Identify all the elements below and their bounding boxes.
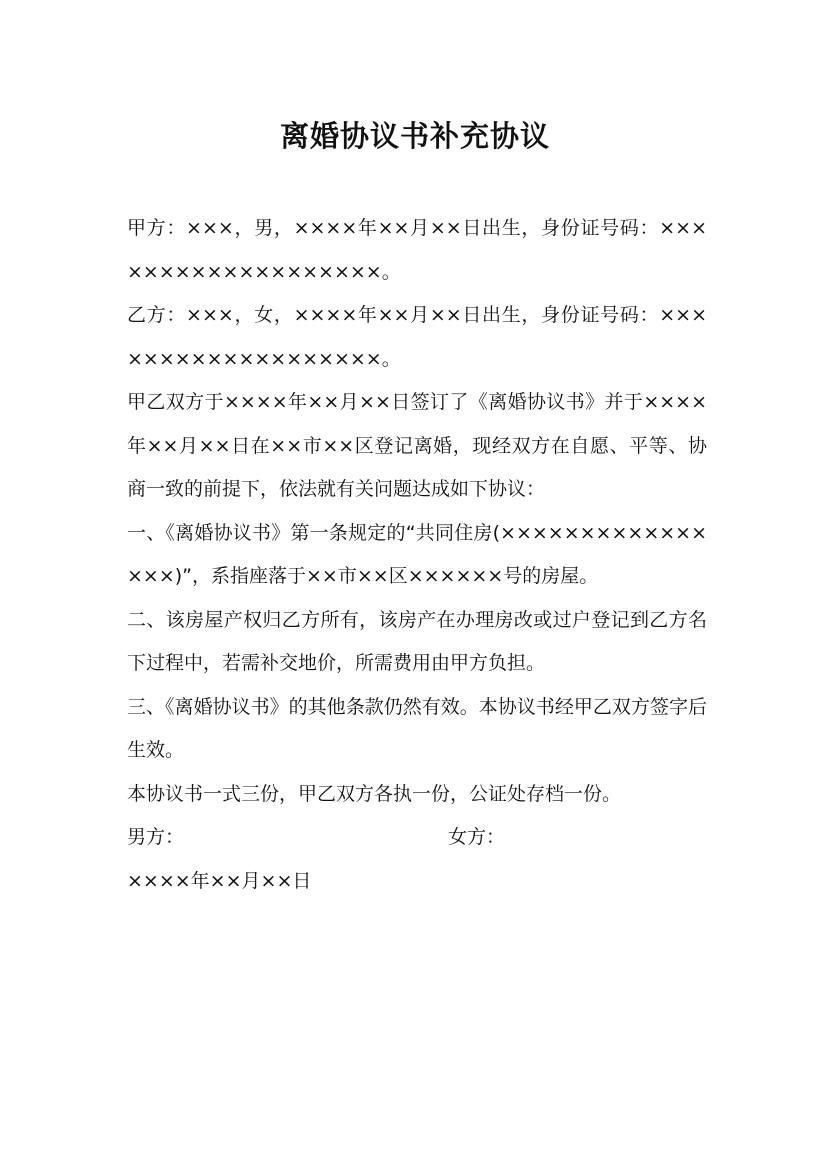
signature-row	[127, 816, 707, 860]
party-b-paragraph: 乙方：×××，女，××××年××月××日出生，身份证号码：×××××××××××××××××××。	[127, 304, 707, 370]
document-body	[127, 207, 707, 903]
male-signature-label: 男方：	[127, 826, 185, 848]
document-title: 离婚协议书补充协议	[279, 119, 550, 153]
clause-1-paragraph: 一、《离婚协议书》第一条规定的“共同住房(××××××××××××××××)”，系指座落于××市××区××××××号的房屋。	[127, 521, 707, 587]
intro-paragraph: 甲乙双方于××××年××月××日签订了《离婚协议书》并于××××年××月××日在××市××区登记离婚，现经双方在自愿、平等、协商一致的前提下，依法就有关问题达成如下协议：	[127, 391, 707, 500]
party-a-paragraph: 甲方：×××，男，××××年××月××日出生，身份证号码：×××××××××××××××××××。	[127, 217, 707, 283]
signing-date: ××××年××月××日	[127, 869, 312, 892]
clause-3-paragraph: 三、《离婚协议书》的其他条款仍然有效。本协议书经甲乙双方签字后生效。	[127, 695, 707, 761]
clause-2-paragraph: 二、该房屋产权归乙方所有，该房产在办理房改或过户登记到乙方名下过程中，若需补交地价，所需费用由甲方负担。	[127, 608, 707, 674]
female-signature-label: 女方：	[448, 826, 506, 848]
copies-paragraph: 本协议书一式三份，甲乙双方各执一份，公证处存档一份。	[127, 782, 622, 805]
